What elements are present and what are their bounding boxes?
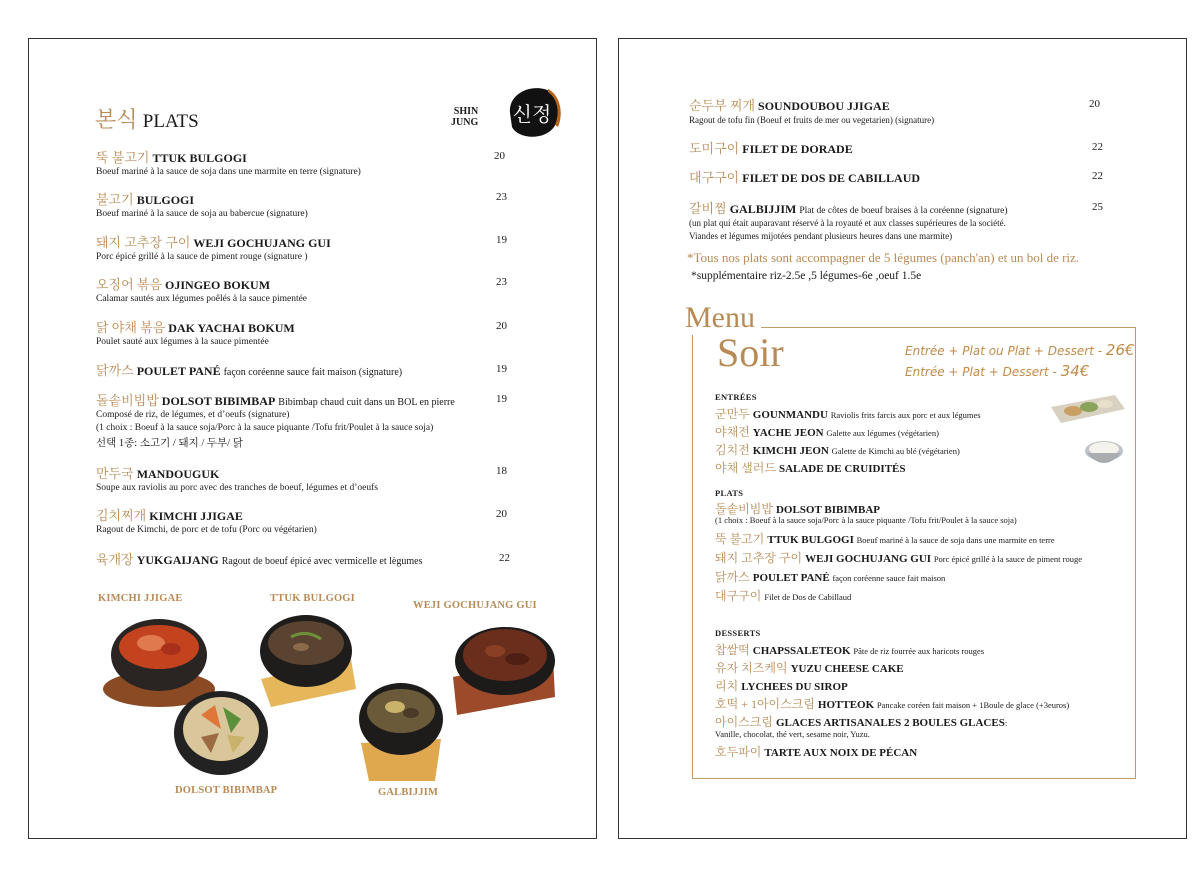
dish-price: 20 [496, 508, 507, 520]
menu-item [96, 505, 516, 537]
plat-description: Porc épicé grillé à la sauce de piment rouge [933, 554, 1083, 564]
plat-name: DOLSOT BIBIMBAP [775, 504, 880, 516]
dish-name: WEJI GOCHUJANG GUI [193, 236, 331, 250]
photo-label-galbijjim: GALBIJJIM [378, 787, 439, 798]
dish-description: Poulet sauté aux légumes à la sauce pimentée [96, 337, 269, 347]
menu-item [96, 463, 516, 495]
dish-price: 19 [496, 393, 507, 405]
menu-item [96, 147, 516, 179]
formula-2 [905, 362, 1089, 380]
menu-item [96, 189, 516, 221]
menu-item [96, 360, 516, 379]
dish-name: BULGOGI [136, 193, 195, 207]
dessert-description: : [1004, 718, 1008, 728]
dish-name: SOUNDOUBOU JJIGAE [758, 99, 890, 113]
dessert-korean: 찹쌀떡 [715, 643, 750, 657]
entree-name: KIMCHI JEON [752, 445, 829, 457]
dish-korean: 만두국 [96, 466, 134, 481]
dish-name: POULET PANÉ [136, 364, 221, 378]
restaurant-logo-seal [500, 83, 564, 141]
menu-item [96, 232, 516, 264]
dolsot-bibimbap-photo [171, 685, 271, 779]
dish-korean: 대구구이 [689, 170, 740, 185]
dish-price: 20 [496, 320, 507, 332]
desserts-heading: DESSERTS [715, 628, 761, 638]
accompaniment-note: *Tous nos plats sont accompagner de 5 légumes (panch'an) et un bol de riz. [687, 250, 1080, 265]
menu-item [689, 198, 1109, 242]
dish-name: DOLSOT BIBIMBAP [161, 394, 276, 408]
dessert-item [715, 659, 904, 676]
entrees-heading: ENTRÉES [715, 392, 757, 402]
entree-name: YACHE JEON [752, 427, 824, 439]
plat-choice: (1 choix : Boeuf à la sauce soja/Porc à la sauce piquante /Tofu frit/Poulet à la sauce soja) [715, 515, 1017, 525]
plat-description: Boeuf mariné à la sauce de soja dans une marmite en terre [856, 535, 1055, 545]
entree-item [715, 423, 939, 440]
menu-item [689, 138, 1109, 157]
logo-seal-text: 신정 [512, 102, 552, 126]
dessert-name: GLACES ARTISANALES 2 BOULES GLACES [775, 717, 1005, 729]
rice-bowl-photo [1083, 435, 1125, 471]
dish-korean: 돼지 고추장 구이 [96, 235, 191, 250]
entree-description: Raviolis frits farcis aux porc et aux légumes [830, 410, 981, 420]
dessert-description: Pâte de riz fourrée aux haricots rouges [853, 646, 985, 656]
dish-name: OJINGEO BOKUM [165, 278, 271, 292]
formula-1-price: 26€ [1105, 341, 1135, 359]
menu-page-right [618, 38, 1187, 839]
menu-item [689, 95, 1109, 127]
dish-inline-description: Ragout de boeuf épicé avec vermicelle et lègumes [221, 556, 423, 567]
dish-korean: 닭 야채 볶음 [96, 320, 166, 335]
dessert-korean: 호떡 + 1아이스크림 [715, 697, 815, 711]
dish-description: Boeuf mariné à la sauce de soja au babercue (signature) [96, 209, 308, 219]
dish-description: Ragout de tofu fin (Boeuf et fruits de mer ou vegetarien) (signature) [689, 115, 935, 125]
dish-name: DAK YACHAI BOKUM [168, 321, 295, 335]
entree-korean: 야채 샐러드 [715, 461, 776, 475]
dish-choice-korean: 선택 1종: 소고기 / 돼지 / 두부/ 닭 [96, 438, 243, 449]
dish-price: 23 [496, 276, 507, 288]
dessert-korean: 아이스크림 [715, 715, 773, 729]
dessert-name: CHAPSSALETEOK [752, 645, 851, 657]
dish-price: 20 [1089, 98, 1100, 110]
entree-item [715, 405, 981, 422]
entree-item [715, 459, 906, 476]
plat-korean: 대구구이 [715, 589, 762, 603]
dish-inline-description: Bibimbap chaud cuit dans un BOL en pierre [278, 397, 455, 408]
formula-2-price: 34€ [1060, 362, 1090, 380]
plat-item [715, 568, 945, 585]
dessert-description: Pancake coréen fait maison + 1Boule de glace (+3euros) [876, 700, 1070, 710]
photo-label-weji-gochujang-gui: WEJI GOCHUJANG GUI [413, 600, 537, 611]
dish-korean: 뚝 불고기 [96, 150, 150, 165]
entree-korean: 김치전 [715, 443, 750, 457]
dish-price: 25 [1092, 201, 1103, 213]
section-title [95, 103, 199, 134]
dessert-korean: 유자 치즈케익 [715, 661, 788, 675]
dish-description: Porc épicé grillé à la sauce de piment rouge (signature ) [96, 252, 308, 262]
formula-1 [905, 341, 1135, 359]
plat-korean: 돌솥비빔밥 [715, 502, 773, 516]
plats-heading: PLATS [715, 488, 744, 498]
dish-description: Boeuf mariné à la sauce de soja dans une marmite en terre (signature) [96, 167, 361, 177]
dish-korean: 돌솥비빔밥 [96, 393, 159, 408]
plat-name: WEJI GOCHUJANG GUI [805, 553, 932, 565]
dish-name: YUKGAIJANG [136, 553, 219, 567]
galbijjim-photo [355, 673, 447, 785]
dish-price: 19 [496, 234, 507, 246]
dessert-name: HOTTEOK [817, 699, 875, 711]
plat-korean: 뚝 불고기 [715, 532, 765, 546]
banchan-photo [1049, 391, 1127, 425]
dish-price: 22 [1092, 170, 1103, 182]
dish-price: 22 [499, 552, 510, 564]
dish-price: 23 [496, 191, 507, 203]
dessert-item [715, 641, 984, 658]
menu-item [96, 549, 516, 568]
plat-description: Filet de Dos de Cabillaud [764, 592, 852, 602]
dish-name: MANDOUGUK [136, 467, 220, 481]
formula-2-text: Entrée + Plat + Dessert - [905, 365, 1061, 379]
section-title-korean: 본식 [95, 107, 138, 132]
plat-korean: 닭까스 [715, 570, 750, 584]
plat-item [715, 530, 1055, 547]
supplement-note: *supplémentaire riz-2.5e ,5 légumes-6e ,oeuf 1.5e [691, 270, 922, 282]
dish-korean: 김치찌개 [96, 508, 147, 523]
entree-korean: 야채전 [715, 425, 750, 439]
glaces-flavors: Vanille, chocolat, thé vert, sesame noir, Yuzu. [715, 729, 870, 739]
menu-soir-title-menu: Menu [685, 301, 761, 335]
dish-price: 18 [496, 465, 507, 477]
entree-description: Galette aux légumes (végétarien) [826, 428, 939, 438]
dessert-item [715, 695, 1069, 712]
dish-inline-description: façon coréenne sauce fait maison (signature) [223, 367, 403, 378]
plat-name: POULET PANÉ [752, 572, 830, 584]
dessert-item [715, 743, 917, 760]
plat-item [715, 549, 1082, 566]
dessert-name: TARTE AUX NOIX DE PÉCAN [764, 747, 918, 759]
dish-korean: 육개장 [96, 552, 134, 567]
dish-korean: 갈비찜 [689, 201, 727, 216]
dish-korean: 오징어 볶음 [96, 277, 163, 292]
dish-description: (un plat qui était auparavant réservé à la royauté et aux classes supérieures de la société. [689, 218, 1006, 228]
plat-description: façon coréenne sauce fait maison [832, 573, 946, 583]
plat-korean: 돼지 고추장 구이 [715, 551, 803, 565]
logo-line-1: SHIN [453, 106, 479, 117]
dessert-korean: 리치 [715, 679, 739, 693]
dessert-korean: 호두파이 [715, 745, 762, 759]
menu-page-left [28, 38, 597, 839]
dish-korean: 닭까스 [96, 363, 134, 378]
plat-item [715, 587, 851, 604]
photo-label-ttuk-bulgogi: TTUK BULGOGI [270, 593, 355, 604]
dish-name: FILET DE DORADE [742, 142, 853, 156]
dessert-name: LYCHEES DU SIROP [741, 681, 848, 693]
dish-description: Viandes et légumes mijotées pendant plusieurs heures dans une marmite) [689, 230, 953, 241]
dish-description: Composé de riz, de légumes, et d’oeufs (signature) [96, 410, 290, 420]
plat-name: TTUK BULGOGI [767, 534, 854, 546]
dish-price: 19 [496, 363, 507, 375]
dish-name: TTUK BULGOGI [152, 151, 247, 165]
dish-price: 20 [494, 150, 505, 162]
dessert-name: YUZU CHEESE CAKE [790, 663, 904, 675]
dish-korean: 도미구이 [689, 141, 740, 156]
entree-item [715, 441, 960, 458]
logo-line-2: JUNG [451, 117, 479, 128]
dessert-item [715, 713, 1007, 730]
formula-1-text: Entrée + Plat ou Plat + Dessert - [905, 344, 1106, 358]
menu-item [96, 274, 516, 306]
dessert-item [715, 677, 848, 694]
section-title-french: PLATS [142, 111, 199, 132]
entree-name: SALADE DE CRUIDITÉS [778, 463, 906, 475]
menu-item [96, 317, 516, 349]
restaurant-logo-text [451, 106, 478, 128]
menu-soir-title-soir: Soir [717, 330, 784, 375]
dish-name: FILET DE DOS DE CABILLAUD [742, 171, 921, 185]
entree-name: GOUNMANDU [752, 409, 828, 421]
photo-label-kimchi-jjigae: KIMCHI JJIGAE [98, 593, 183, 604]
dish-description: Ragout de Kimchi, de porc et de tofu (Porc ou végétarien) [96, 525, 317, 535]
dish-korean: 순두부 찌개 [689, 98, 756, 113]
dish-inline-description: Plat de côtes de boeuf braises à la coréenne (signature) [799, 206, 1008, 216]
entree-description: Galette de Kimchi au blé (végétarien) [831, 446, 960, 456]
weji-gochujang-gui-photo [447, 617, 559, 717]
dish-description: (1 choix : Boeuf à la sauce soja/Porc à la sauce piquante /Tofu frit/Poulet à la sauce soja) [96, 423, 434, 433]
photo-label-dolsot-bibimbap: DOLSOT BIBIMBAP [175, 785, 278, 796]
dish-korean: 불고기 [96, 192, 134, 207]
dish-description: Soupe aux raviolis au porc avec des tranches de boeuf, légumes et d’oeufs [96, 483, 378, 493]
dish-price: 22 [1092, 141, 1103, 153]
entree-korean: 군만두 [715, 407, 750, 421]
dish-name: GALBIJJIM [729, 202, 797, 216]
menu-item [689, 167, 1109, 186]
dish-name: KIMCHI JJIGAE [149, 509, 243, 523]
dish-description: Calamar sautés aux légumes poêlés à la sauce pimentée [96, 294, 308, 304]
menu-item [96, 390, 516, 451]
